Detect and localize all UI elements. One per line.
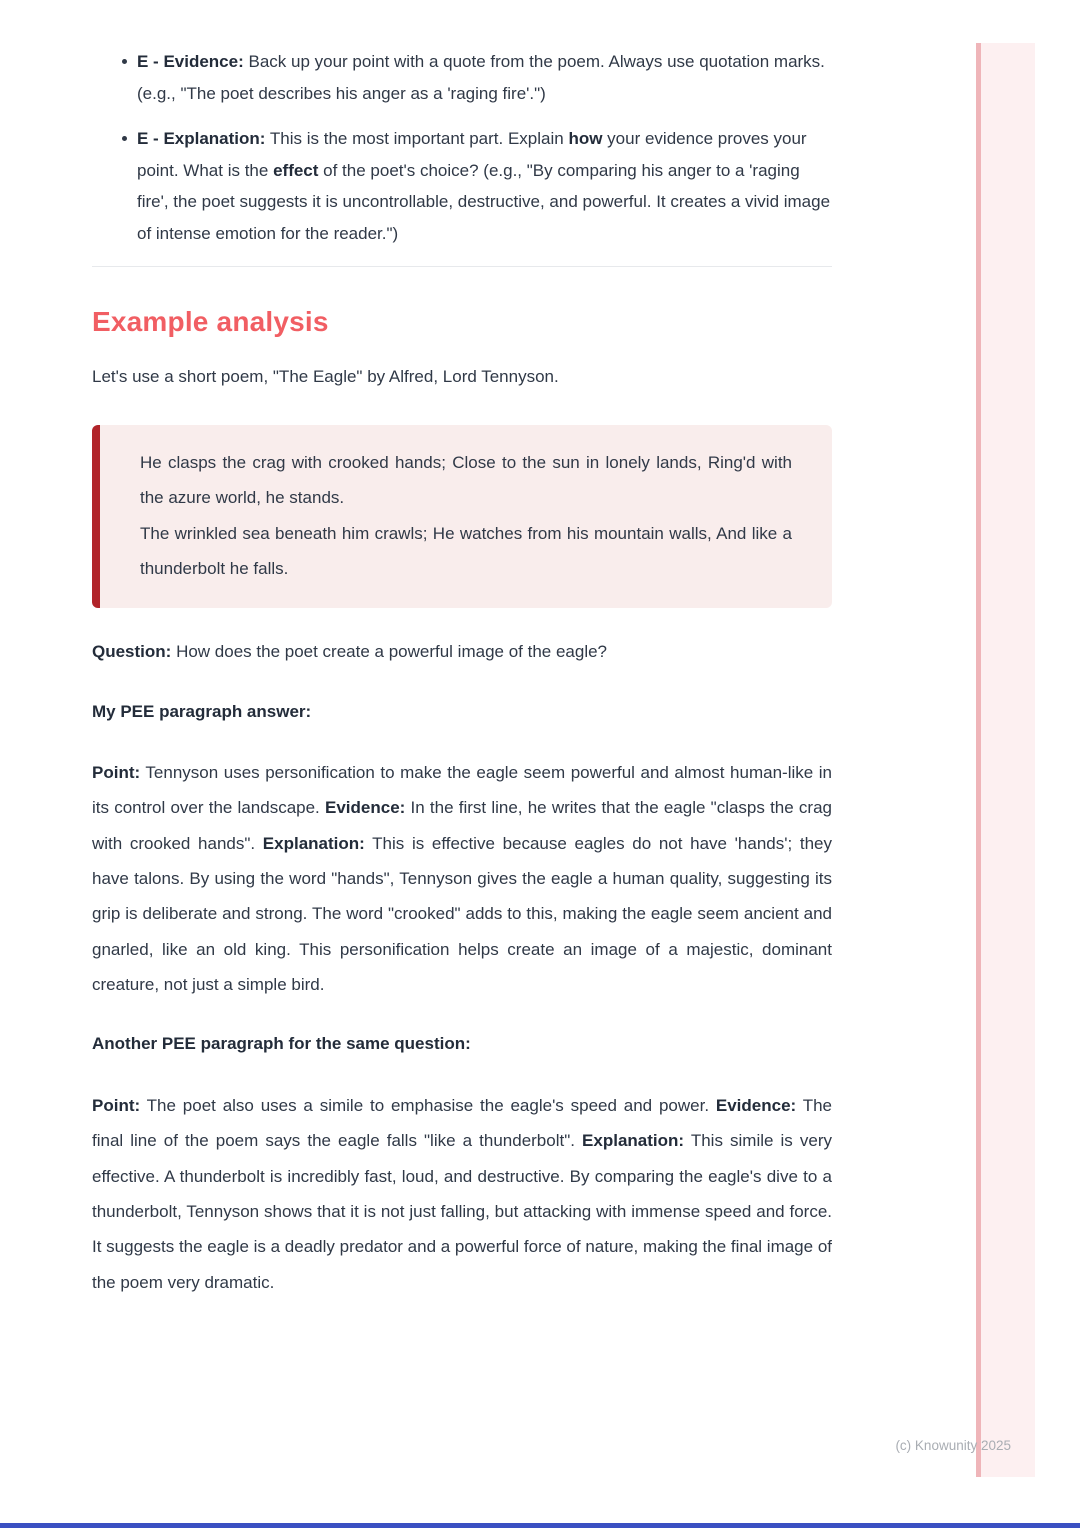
page-edge-stripe <box>976 43 1035 1477</box>
pee-paragraph-2 <box>92 1088 832 1300</box>
bold-text-run: E - Explanation: <box>137 129 266 149</box>
intro-text: Let's use a short poem, "The Eagle" by Alfred, Lord Tennyson. <box>92 367 559 387</box>
text-run: Back up your point with a quote from the poem. Always use quotation marks. (e.g., "The poet describes his anger as a 'raging fire'.") <box>137 52 825 103</box>
text-run: Tennyson uses personification to make the eagle seem powerful and almost human-like in its control over the landscape. <box>92 762 832 818</box>
text-run: This is the most important part. Explain <box>265 129 569 149</box>
question-text <box>92 634 832 669</box>
bold-text-run: E - Evidence: <box>137 52 244 71</box>
pee-bullet-list <box>92 46 832 250</box>
poem-quote-block <box>92 425 832 608</box>
bold-text-run: effect <box>273 160 319 180</box>
bullet-item <box>137 123 832 249</box>
bold-text-run: how <box>568 129 603 149</box>
text-run: In the first line, he writes that the eagle "clasps the crag with crooked hands". <box>92 798 832 853</box>
bold-text-run: Point: <box>92 1095 141 1115</box>
text-run: The poet also uses a simile to emphasise the eagle's speed and power. <box>140 1095 716 1115</box>
poem-line: He clasps the crag with crooked hands; Close to the sun in lonely lands, Ring'd with the azure world, he stands. <box>140 452 792 508</box>
pee-paragraph-1 <box>92 755 832 1003</box>
text-run: This simile is very effective. A thunderbolt is incredibly fast, loud, and destructive. By comparing the eagle's dive to a thunderbolt, Tennyson shows that it is not just falling, but attacking with immense speed and force. It suggests the eagle is a deadly predator and a powerful force of nature, making the final image of the poem very dramatic. <box>92 1131 832 1292</box>
copyright-watermark: (c) Knowunity 2025 <box>895 1438 1011 1453</box>
bold-text-run: Explanation: <box>262 833 365 853</box>
bold-text-run: Point: <box>92 762 141 782</box>
answer-heading: My PEE paragraph answer: <box>92 701 312 721</box>
poem-line: The wrinkled sea beneath him crawls; He watches from his mountain walls, And like a thunderbolt he falls. <box>140 523 792 578</box>
section-divider <box>92 266 832 267</box>
section-heading: Example analysis <box>92 305 329 337</box>
another-paragraph-heading: Another PEE paragraph for the same question: <box>92 1034 471 1054</box>
bold-text-run: Question: <box>92 642 172 662</box>
bottom-accent-bar <box>0 1523 1080 1528</box>
bold-text-run: Explanation: <box>582 1131 685 1151</box>
text-run: of the poet's choice? (e.g., "By comparing his anger to a 'raging fire', the poet suggests it is uncontrollable, destructive, and powerful. It creates a vivid image of intense emotion for the reader.") <box>137 160 831 244</box>
text-run: your evidence proves your point. What is the <box>137 129 807 180</box>
document-content <box>92 46 832 1300</box>
bold-text-run: Evidence: <box>715 1095 797 1115</box>
text-run: This is effective because eagles do not have 'hands'; they have talons. By using the word "hands", Tennyson gives the eagle a human quality, suggesting its grip is deliberate and strong. The word "crooked" adds to this, making the eagle seem ancient and gnarled, like an old king. This personification helps create an image of a majestic, dominant creature, not just a simple bird. <box>92 833 832 995</box>
text-run: The final line of the poem says the eagle falls "like a thunderbolt". <box>92 1095 832 1151</box>
bullet-item <box>137 46 832 109</box>
text-run: How does the poet create a powerful image of the eagle? <box>171 642 608 662</box>
bold-text-run: Evidence: <box>325 798 406 818</box>
